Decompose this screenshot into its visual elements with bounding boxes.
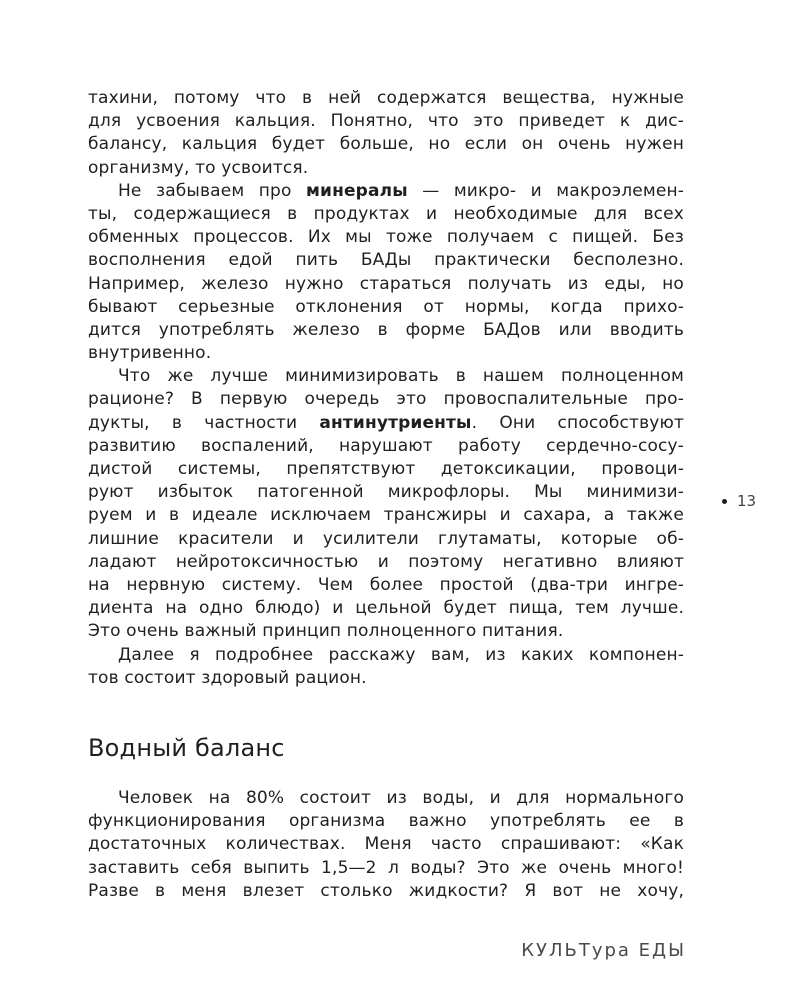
text-line: руем и в идеале исключаем трансжиры и сахара, а также [88, 505, 684, 526]
text-line: руют избыток патогенной микрофлоры. Мы минимизи- [88, 482, 684, 503]
running-footer-title: КУЛЬТура ЕДЫ [521, 940, 686, 961]
text-run: дукты, в частности [88, 412, 320, 433]
text-line: Человек на 80% состоит из воды, и для нормального [118, 788, 684, 808]
text-line: тахини, потому что в ней содержатся вещества, нужные [88, 88, 684, 108]
text-line: внутривенно. [88, 343, 212, 364]
text-line [88, 412, 684, 435]
text-line: организму, то усвоится. [88, 157, 309, 178]
text-line: ты, содержащиеся в продуктах и необходимые для всех [88, 203, 684, 224]
text-line: рационе? В первую очередь это провоспалительные про- [88, 389, 684, 410]
text-line: балансу, кальция будет больше, но если он очень нужен [88, 134, 684, 155]
text-line: дистой системы, препятствуют детоксикации, провоци- [88, 459, 684, 479]
section-heading: Водный баланс [88, 734, 285, 762]
text-line: бывают серьезные отклонения от нормы, когда прихо- [88, 296, 684, 317]
text-line [88, 180, 684, 203]
text-line: для усвоения кальция. Понятно, что это приведет к дис- [88, 111, 684, 132]
body-text [88, 87, 684, 690]
text-run: Не забываем про [118, 180, 306, 201]
text-line: Далее я подробнее расскажу вам, из каких компонен- [118, 644, 684, 665]
text-line: развитию воспалений, нарушают работу сердечно-сосу- [88, 435, 684, 456]
text-line: диента на одно блюдо) и цельной будет пища, тем лучше. [88, 598, 684, 619]
text-line: дится употреблять железо в форме БАДов или вводить [88, 319, 684, 340]
term-antinutrients: антинутриенты [319, 412, 472, 433]
text-line: ладают нейротоксичностью и поэтому негативно влияют [88, 551, 684, 572]
text-line: Что же лучше минимизировать в нашем полноценном [118, 366, 684, 387]
text-line: на нервную систему. Чем более простой (два-три ингре- [88, 574, 684, 595]
term-minerals: минералы [305, 180, 408, 201]
text-line: достаточных количествах. Меня часто спрашивают: «Как [88, 834, 684, 855]
text-line: Это очень важный принцип полноценного питания. [88, 621, 564, 642]
text-line: заставить себя выпить 1,5—2 л воды? Это же очень много! [88, 857, 684, 878]
text-line: функционирования организма важно употреблять ее в [88, 811, 684, 832]
text-run: — микро- и макроэлемен- [407, 180, 684, 201]
text-run: . Они способствуют [471, 412, 684, 433]
text-line: Например, железо нужно стараться получать из еды, но [88, 273, 684, 294]
text-line: Разве в меня влезет столько жидкости? Я вот не хочу, [88, 880, 684, 901]
text-line: лишние красители и усилители глутаматы, которые об- [88, 528, 684, 549]
text-line: восполнения едой пить БАДы практически бесполезно. [88, 250, 684, 271]
page-number-marker [722, 492, 756, 510]
text-line: обменных процессов. Их мы тоже получаем с пищей. Без [88, 227, 684, 248]
bullet-dot-icon [722, 499, 727, 504]
page-number: 13 [737, 492, 757, 510]
section-body-text [88, 787, 684, 903]
text-line: тов состоит здоровый рацион. [88, 667, 367, 688]
